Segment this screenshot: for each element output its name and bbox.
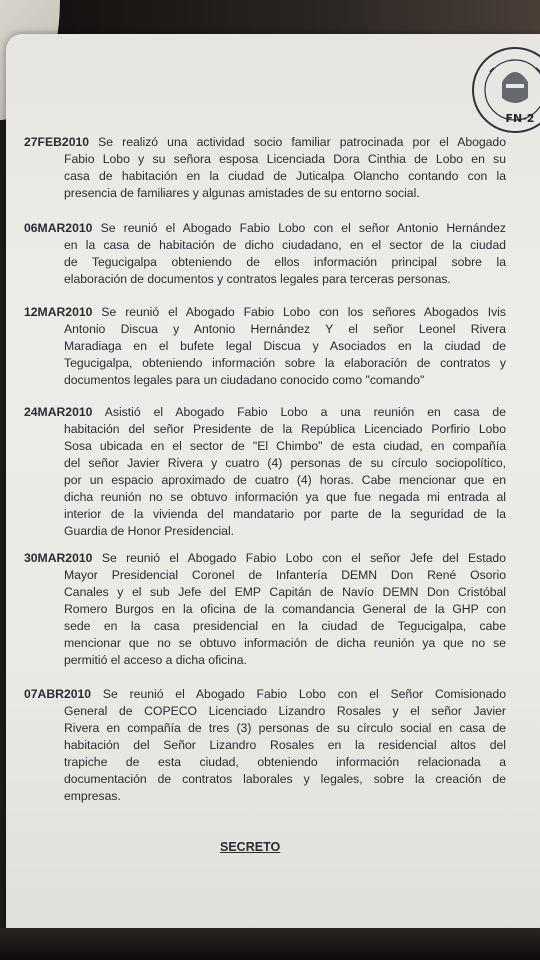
entry-paragraph	[24, 686, 506, 805]
entry-line: General de COPECO Licenciado Lizandro Rosales y el señor Javier	[64, 704, 506, 718]
entry-line: mencionar que no se obtuvo información de dicha reunión ya que no se	[64, 636, 506, 650]
entry-line: habitación del señor Presidente de la República Licenciado Porfirio Lobo	[64, 422, 506, 436]
entry-date: 24MAR2010	[24, 405, 93, 419]
entry-line: 12MAR2010 Se reunió el Abogado Fabio Lobo con los señores Abogados Ivis	[24, 305, 506, 319]
background-bottom	[0, 928, 540, 960]
seal-code: FN-2	[505, 112, 535, 125]
entry-line: 24MAR2010 Asistió el Abogado Fabio Lobo a una reunión en casa de	[24, 405, 506, 419]
entry-paragraph	[24, 304, 506, 389]
entry-line: elaboración de documentos y contratos legales para terceras personas.	[64, 272, 451, 286]
classification-label: SECRETO	[220, 840, 281, 854]
log-entry	[24, 134, 506, 202]
entry-line: del señor Javier Rivera y cuatro (4) personas de su círculo sociopolítico,	[64, 456, 506, 470]
entry-line: casa de habitación en la ciudad de Juticalpa Olancho contando con la	[64, 169, 506, 183]
entry-line: Mayor Presidencial Coronel de Infantería DEMN Don René Osorio	[64, 568, 506, 582]
entry-line: sede en la casa presidencial en la ciudad de Tegucigalpa, cabe	[64, 619, 506, 633]
log-entry	[24, 220, 506, 288]
entry-line: Sosa ubicada en el sector de "El Chimbo" de esta ciudad, en compañía	[64, 439, 506, 453]
entry-line: por un espacio aproximado de cuatro (4) horas. Cabe mencionar que en	[64, 473, 506, 487]
seal-icon	[470, 42, 540, 142]
entry-date: 12MAR2010	[24, 305, 93, 319]
entry-line: 30MAR2010 Se reunió el Abogado Fabio Lobo con el señor Jefe del Estado	[24, 551, 506, 565]
entry-line: empresas.	[64, 789, 121, 803]
entry-date: 06MAR2010	[24, 221, 93, 235]
entry-line: en la casa de habitación de dicho ciudadano, en el sector de la ciudad	[64, 238, 506, 252]
entry-line: Rivera en compañía de tres (3) personas de su círculo social en casa de	[64, 721, 506, 735]
entry-line: permitió el acceso a dicha oficina.	[64, 653, 247, 667]
entry-line: dicha reunión no se obtuvo información ya que fue negada mi entrada al	[64, 490, 506, 504]
entry-line: documentos legales para un ciudadano conocido como "comando"	[64, 373, 425, 387]
entry-line: Canales y el sub Jefe del EMP Capitán de Navío DEMN Don Cristóbal	[64, 585, 506, 599]
entry-paragraph	[24, 404, 506, 540]
entry-line: Maradiaga en el bufete legal Discua y Asociados en la ciudad de	[64, 339, 506, 353]
entry-date: 07ABR2010	[24, 687, 92, 701]
entry-line: 06MAR2010 Se reunió el Abogado Fabio Lobo con el señor Antonio Hernández	[24, 221, 506, 235]
department-seal	[470, 42, 540, 142]
entry-line: documentación de contratos laborales y legales, sobre la creación de	[64, 772, 506, 786]
entry-line: 07ABR2010 Se reunió el Abogado Fabio Lobo con el Señor Comisionado	[24, 687, 506, 701]
entry-paragraph	[24, 220, 506, 288]
log-entry	[24, 404, 506, 540]
log-entry	[24, 304, 506, 389]
entry-line: Guardia de Honor Presidencial.	[64, 524, 235, 538]
entry-date: 27FEB2010	[24, 135, 90, 149]
entry-line: Antonio Discua y Antonio Hernández Y el señor Leonel Rivera	[64, 322, 506, 336]
entry-line: trapiche de esta ciudad, obteniendo información relacionada a	[64, 755, 506, 769]
log-entry	[24, 550, 506, 669]
entry-paragraph	[24, 134, 506, 202]
log-entry	[24, 686, 506, 805]
entry-line: habitación del Señor Lizandro Rosales en la residencial altos del	[64, 738, 506, 752]
entry-line: presencia de familiares y algunas amistades de su entorno social.	[64, 186, 420, 200]
entry-date: 30MAR2010	[24, 551, 93, 565]
entry-line: Romero Burgos en la oficina de la comandancia General de la GHP con	[64, 602, 506, 616]
entry-paragraph	[24, 550, 506, 669]
entry-line: de Tegucigalpa obteniendo de ellos información principal sobre la	[64, 255, 506, 269]
entry-line: interior de la vivienda del mandatario por parte de la seguridad de la	[64, 507, 506, 521]
entry-line: Tegucigalpa, obteniendo información sobre la elaboración de contratos y	[64, 356, 506, 370]
entry-line: Fabio Lobo y su señora esposa Licenciada Dora Cinthia de Lobo en su	[64, 152, 506, 166]
entry-line: 27FEB2010 Se realizó una actividad socio familiar patrocinada por el Abogado	[24, 135, 506, 149]
